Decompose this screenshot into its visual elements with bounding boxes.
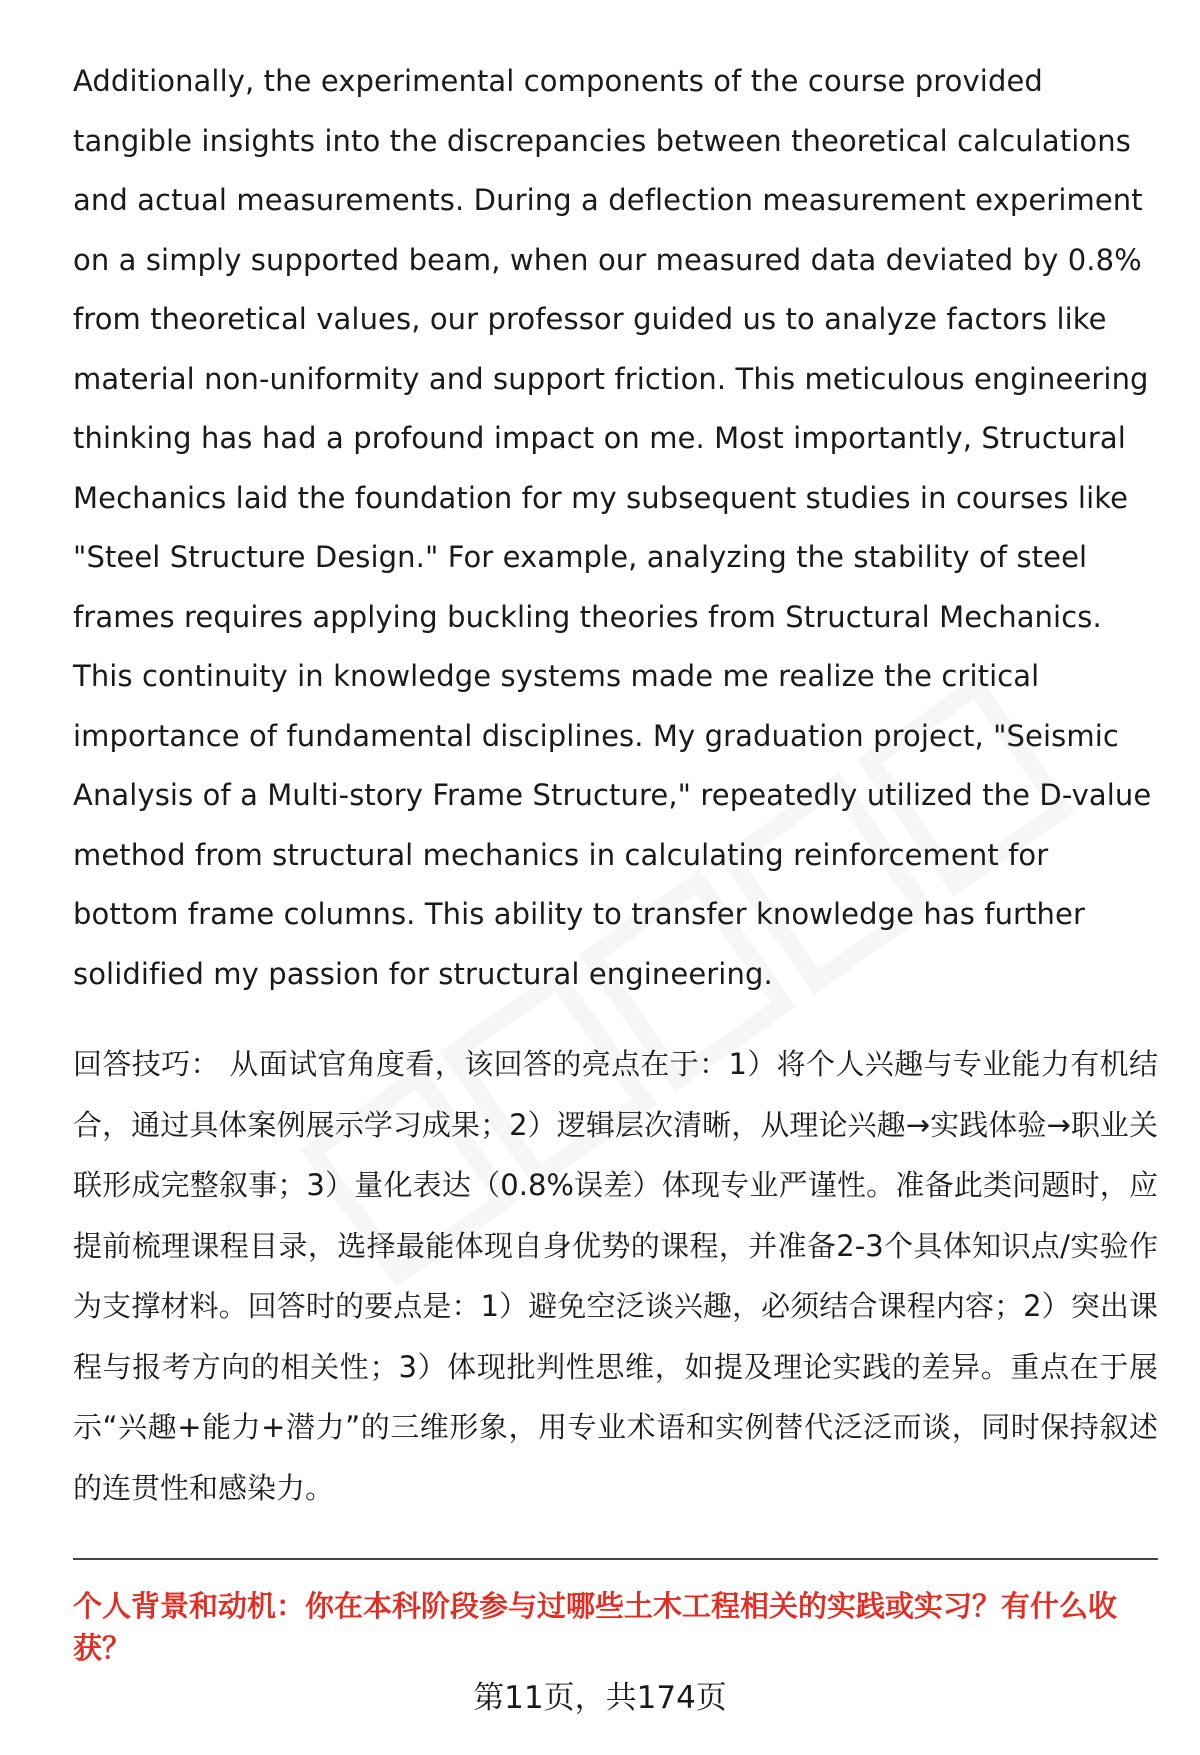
page-number-footer: 第11页，共174页 xyxy=(473,1680,727,1716)
next-question-heading: 个人背景和动机：你在本科阶段参与过哪些土木工程相关的实践或实习？有什么收获？ xyxy=(73,1589,1118,1665)
section-divider xyxy=(73,1558,1158,1560)
answer-tips-paragraph: 回答技巧： 从面试官角度看，该回答的亮点在于：1）将个人兴趣与专业能力有机结合，通过具体案例展示学习成果；2）逻辑层次清晰，从理论兴趣→实践体验→职业关联形成完整叙事；3）量化表达（0.8%误差）体现专业严谨性。准备此类问题时，应提前梳理课程目录，选择最能体现自身优势的课程，并准备2-3个具体知识点/实验作为支撑材料。回答时的要点是：1）避免空泛谈兴趣，必须结合课程内容；2）突出课程与报考方向的相关性；3）体现批判性思维，如提及理论实践的差异。重点在于展示“兴趣+能力+潜力”的三维形象，用专业术语和实例替代泛泛而谈，同时保持叙述的连贯性和感染力。 xyxy=(73,1047,1158,1505)
page-content xyxy=(73,52,1158,1518)
answer-paragraph: Additionally, the experimental components of the course provided tangible insights into the discrepancies between theoretical calculations and actual measurements. During a deflection measurement experiment on a simply supported beam, when our measured data deviated by 0.8% from theoretical values, our professor guided us to analyze factors like material non-uniformity and support friction. This meticulous engineering thinking has had a profound impact on me. Most importantly, Structural Mechanics laid the foundation for my subsequent studies in courses like "Steel Structure Design." For example, analyzing the stability of steel frames requires applying buckling theories from Structural Mechanics. This continuity in knowledge systems made me realize the critical importance of fundamental disciplines. My graduation project, "Seismic Analysis of a Multi-story Frame Structure," repeatedly utilized the D-value method from structural mechanics in calculating reinforcement for bottom frame columns. This ability to transfer knowledge has further solidified my passion for structural engineering. xyxy=(73,64,1152,991)
